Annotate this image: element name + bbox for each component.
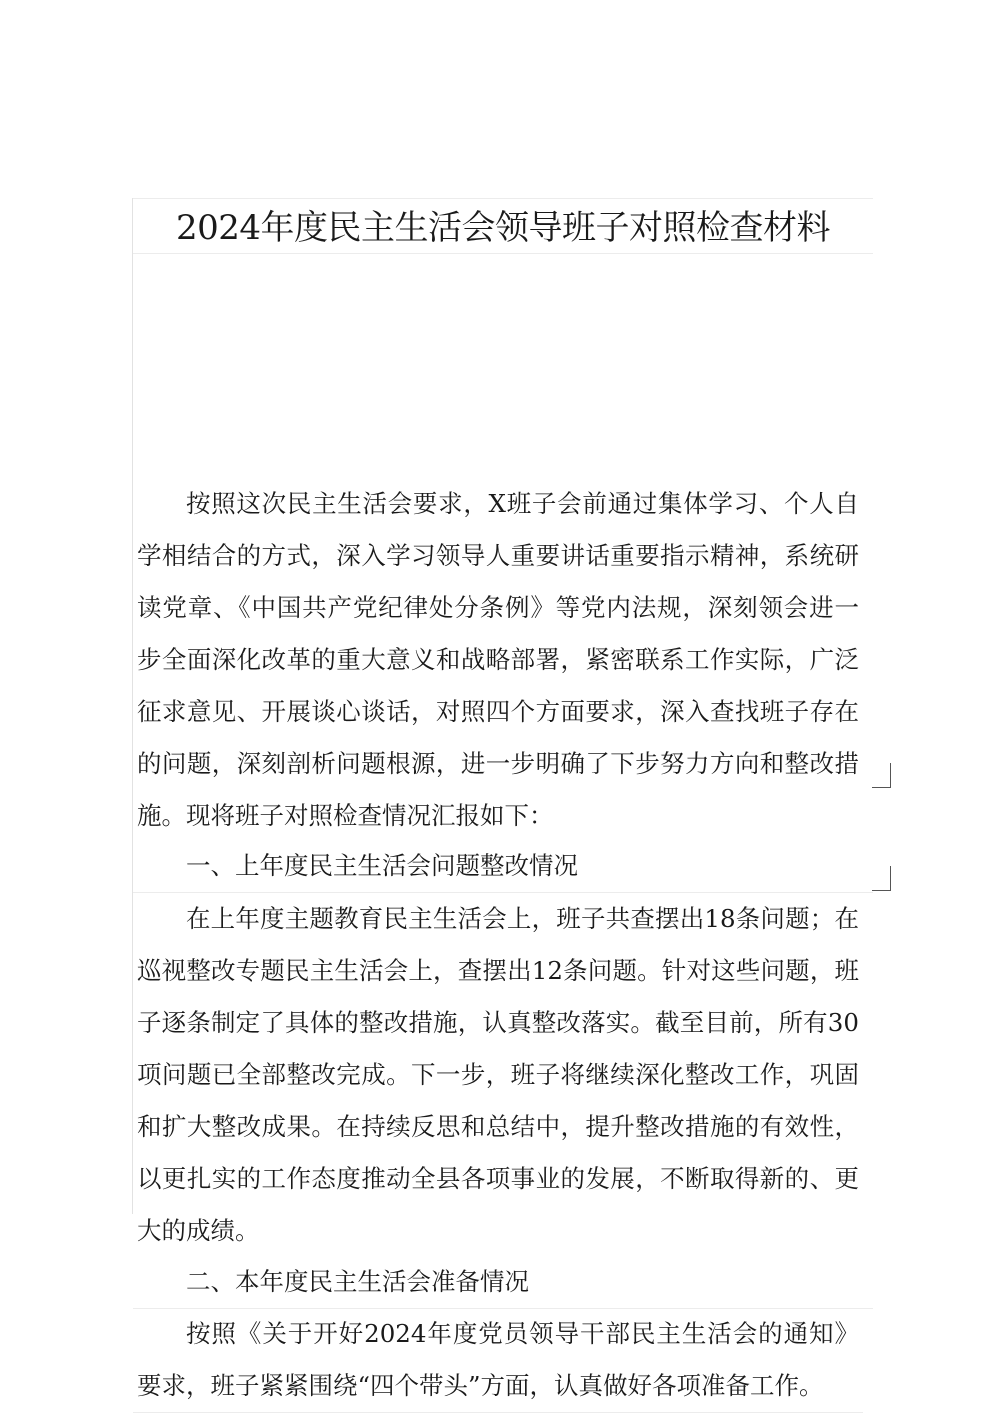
line-end-marker <box>872 866 891 891</box>
intro-paragraph: 按照这次民主生活会要求，X班子会前通过集体学习、个人自学相结合的方式，深入学习领导人重要讲话重要指示精神，系统研读党章、《中国共产党纪律处分条例》等党内法规，深刻领会进一步全面深化改革的重大意义和战略部署，紧密联系工作实际，广泛征求意见、开展谈心谈话，对照四个方面要求，深入查找班子存在的问题，深刻剖析问题根源，进一步明确了下步努力方向和整改措施。现将班子对照检查情况汇报如下： <box>137 489 859 830</box>
document-title: 2024年度民主生活会领导班子对照检查材料 <box>133 198 873 254</box>
document-body <box>132 198 873 1400</box>
section-2-paragraph: 按照《关于开好2024年度党员领导干部民主生活会的通知》要求，班子紧紧围绕“四个带头”方面，认真做好各项准备工作。 <box>133 1308 863 1413</box>
line-end-marker <box>872 763 891 788</box>
section-1-paragraph: 在上年度主题教育民主生活会上，班子共查摆出18条问题；在巡视整改专题民主生活会上，查摆出12条问题。针对这些问题，班子逐条制定了具体的整改措施，认真整改落实。截至目前，所有30项问题已全部整改完成。下一步，班子将继续深化整改工作，巩固和扩大整改成果。在持续反思和总结中，提升整改措施的有效性，以更扎实的工作态度推动全县各项事业的发展，不断取得新的、更大的成绩。 <box>137 904 859 1245</box>
section-heading-1: 一、上年度民主生活会问题整改情况 <box>133 840 873 893</box>
section-heading-2: 二、本年度民主生活会准备情况 <box>133 1256 873 1309</box>
